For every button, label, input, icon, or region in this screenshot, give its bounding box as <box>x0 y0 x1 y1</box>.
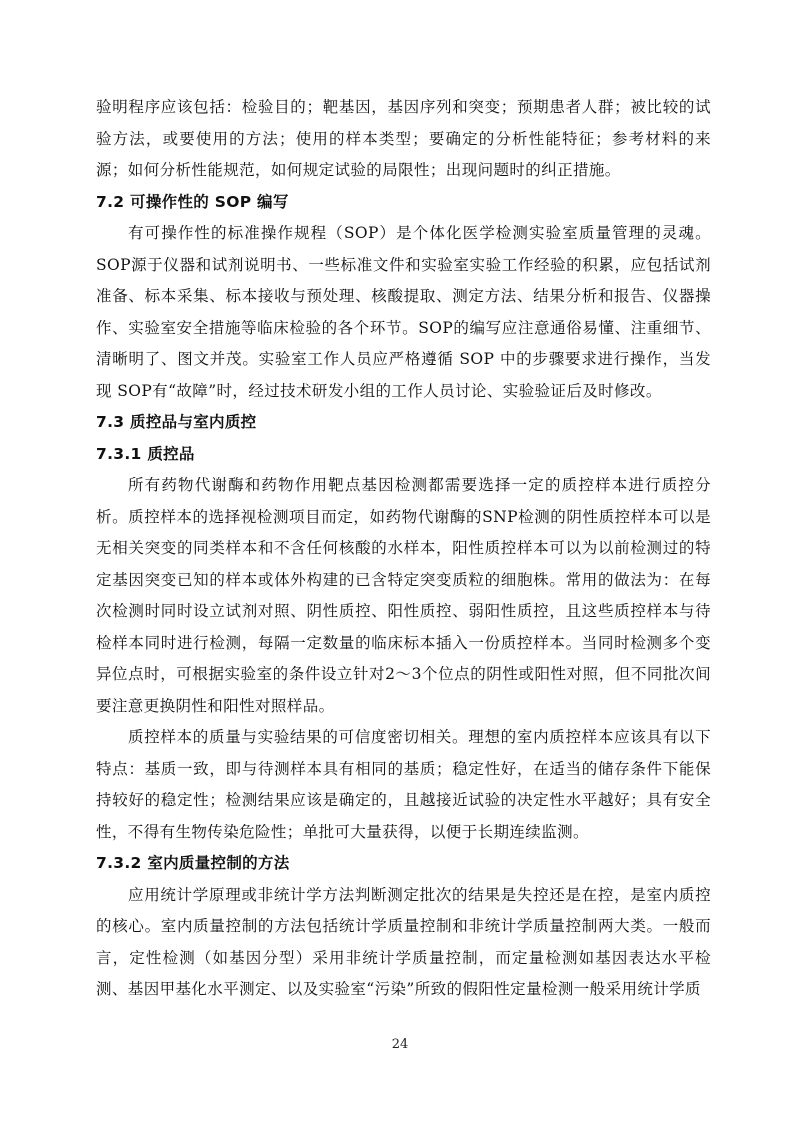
section-7-3-1-paragraph-1: 所有药物代谢酶和药物作用靶点基因检测都需要选择一定的质控样本进行质控分析。质控样本的选择视检测项目而定，如药物代谢酶的SNP检测的阴性质控样本可以是无相关突变的同类样本和不含任何核酸的水样本，阳性质控样本可以为以前检测过的特定基因突变已知的样本或体外构建的已含特定突变质粒的细胞株。常用的做法为：在每次检测时同时设立试剂对照、阴性质控、阳性质控、弱阳性质控，且这些质控样本与待检样本同时进行检测，每隔一定数量的临床标本插入一份质控样本。当同时检测多个变异位点时，可根据实验室的条件设立针对2～3个位点的阴性或阳性对照，但不同批次间要注意更换阴性和阳性对照样品。 <box>96 476 711 715</box>
section-heading-7-3-1: 7.3.1 质控品 <box>96 444 195 463</box>
page-number: 24 <box>391 1037 409 1052</box>
page-content <box>96 92 711 1006</box>
section-heading-7-3-2: 7.3.2 室内质量控制的方法 <box>96 854 290 872</box>
section-7-3-1-paragraph-2: 质控样本的质量与实验结果的可信度密切相关。理想的室内质控样本应该具有以下特点：基质一致，即与待测样本具有相同的基质；稳定性好，在适当的储存条件下能保持较好的稳定性；检测结果应该是确定的，且越接近试验的决定性水平越好；具有安全性，不得有生物传染危险性；单批可大量获得，以便于长期连续监测。 <box>96 728 711 841</box>
intro-paragraph: 验明程序应该包括：检验目的；靶基因，基因序列和突变；预期患者人群；被比较的试验方法，或要使用的方法；使用的样本类型；要确定的分析性能特征；参考材料的来源；如何分析性能规范，如何规定试验的局限性；出现问题时的纠正措施。 <box>96 98 711 179</box>
section-7-3-2-paragraph: 应用统计学原理或非统计学方法判断测定批次的结果是失控还是在控，是室内质控的核心。室内质量控制的方法包括统计学质量控制和非统计学质量控制两大类。一般而言，定性检测（如基因分型）采用非统计学质量控制，而定量检测如基因表达水平检测、基因甲基化水平测定、以及实验室“污染”所致的假阳性定量检测一般采用统计学质 <box>96 885 711 998</box>
section-7-2-paragraph: 有可操作性的标准操作规程（SOP）是个体化医学检测实验室质量管理的灵魂。SOP源于仪器和试剂说明书、一些标准文件和实验室实验工作经验的积累，应包括试剂准备、标本采集、标本接收与预处理、核酸提取、测定方法、结果分析和报告、仪器操作、实验室安全措施等临床检验的各个环节。SOP的编写应注意通俗易懂、注重细节、清晰明了、图文并茂。实验室工作人员应严格遵循 SOP 中的步骤要求进行操作，当发现 SOP有“故障”时，经过技术研发小组的工作人员讨论、实验验证后及时修改。 <box>96 224 711 400</box>
section-heading-7-3: 7.3 质控品与室内质控 <box>96 413 257 431</box>
section-heading-7-2: 7.2 可操作性的 SOP 编写 <box>96 192 289 211</box>
